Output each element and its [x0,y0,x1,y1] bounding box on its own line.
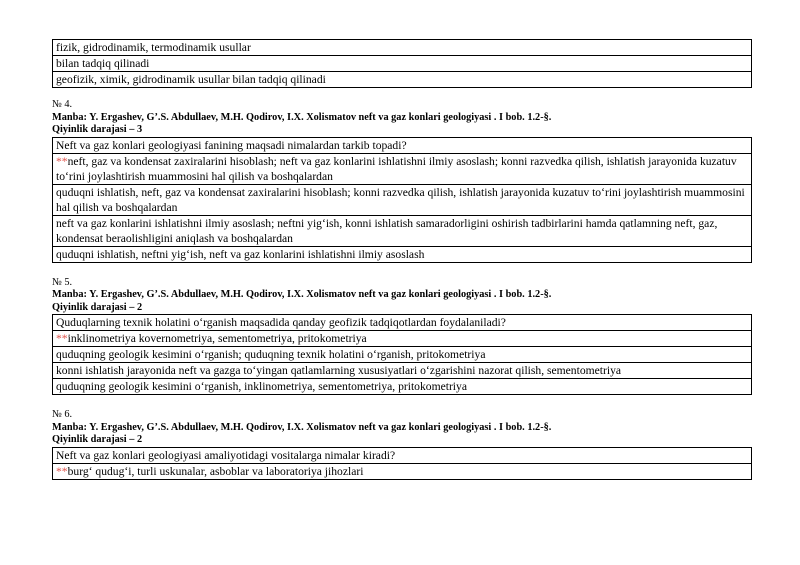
source-line: Manba: Y. Ergashev, G’.S. Abdullaev, M.H. Qodirov, I.X. Xolismatov neft va gaz konlari geologiyasi . I bob. 1.2-§. [52,421,552,433]
table-row [53,463,752,479]
option-text: burg‘ qudug‘i, turli uskunalar, asboblar va laboratoriya jihozlari [67,464,364,478]
answer-table-q4 [52,137,752,263]
difficulty-line: Qiyinlik darajasi – 2 [52,434,143,445]
difficulty-line: Qiyinlik darajasi – 2 [52,301,143,313]
correct-mark: ** [56,154,68,168]
option-cell: bilan tadqiq qilinadi [53,56,752,72]
question-block-5 [52,277,752,396]
table-row [53,363,752,379]
option-cell: quduqni ishlatish, neftni yig‘ish, neft va gaz konlarini ishlatishni ilmiy asoslash [53,246,752,262]
option-cell: quduqning geologik kesimini o‘rganish, inklinometriya, sementometriya, pritokometriya [53,379,752,395]
question-text: Neft va gaz konlari geologiyasi fanining maqsadi nimalardan tarkib topadi? [53,137,752,153]
option-cell: quduqni ishlatish, neft, gaz va kondensat zaxiralarini hisoblash; konni razvedka qilish, ishlatish jarayonida kuzatuv to‘rini joylashtirish muammosini hal qilish va boshqalardan [53,184,752,215]
question-block-6 [52,409,752,480]
question-text: Quduqlarning texnik holatini o‘rganish maqsadida qanday geofizik tadqiqotlardan foydalaniladi? [53,315,752,331]
question-block-4 [52,99,752,263]
question-number: № 6. [52,409,73,420]
difficulty-line: Qiyinlik darajasi – 3 [52,124,143,135]
correct-option-cell [53,153,752,184]
option-text: neft, gaz va kondensat zaxiralarini hisoblash; neft va gaz konlarini ishlatishni ilmiy asoslash; konni razvedka qilish, ishlatish jarayonida kuzatuv to‘rini joylashtirish muammosini hal qilish va boshqalardan [56,154,737,183]
source-line: Manba: Y. Ergashev, G’.S. Abdullaev, M.H. Qodirov, I.X. Xolismatov neft va gaz konlari geologiyasi . I bob. 1.2-§. [52,111,552,123]
answer-table-q6 [52,447,752,480]
correct-option-cell [53,331,752,347]
table-row [53,40,752,56]
option-cell: quduqning geologik kesimini o‘rganish; quduqning texnik holatini o‘rganish, pritokometriya [53,347,752,363]
table-row [53,315,752,331]
question-number: № 5. [52,276,73,288]
document-page [52,39,752,480]
question-number: № 4. [52,99,73,110]
option-text: inklinometriya kovernometriya, sementometriya, pritokometriya [67,332,367,345]
correct-mark: ** [56,332,68,345]
option-cell: konni ishlatish jarayonida neft va gazga to‘yingan qatlamlarning xususiyatlari o‘zgarishini nazorat qilish, sementometriya [53,363,752,379]
option-cell: neft va gaz konlarini ishlatishni ilmiy asoslash; neftni yig‘ish, konni ishlatish samaradorligini oshirish tadbirlarini hamda qatlamning neft, gaz, kondensat beraolishligini aniqlash va boshqalardan [53,215,752,246]
table-row [53,246,752,262]
answer-table-q5 [52,314,752,395]
table-row [53,215,752,246]
table-row [53,137,752,153]
option-cell: geofizik, ximik, gidrodinamik usullar bilan tadqiq qilinadi [53,72,752,88]
table-row [53,56,752,72]
option-cell: fizik, gidrodinamik, termodinamik usullar [53,40,752,56]
table-row [53,379,752,395]
source-line: Manba: Y. Ergashev, G’.S. Abdullaev, M.H. Qodirov, I.X. Xolismatov neft va gaz konlari geologiyasi . I bob. 1.2-§. [52,289,552,300]
correct-mark: ** [56,464,68,478]
table-row [53,153,752,184]
answer-table-q3 [52,39,752,88]
table-row [53,331,752,347]
question-text: Neft va gaz konlari geologiyasi amaliyotidagi vositalarga nimalar kiradi? [53,447,752,463]
table-row [53,447,752,463]
correct-option-cell [53,463,752,479]
table-row [53,347,752,363]
table-row [53,72,752,88]
table-row [53,184,752,215]
